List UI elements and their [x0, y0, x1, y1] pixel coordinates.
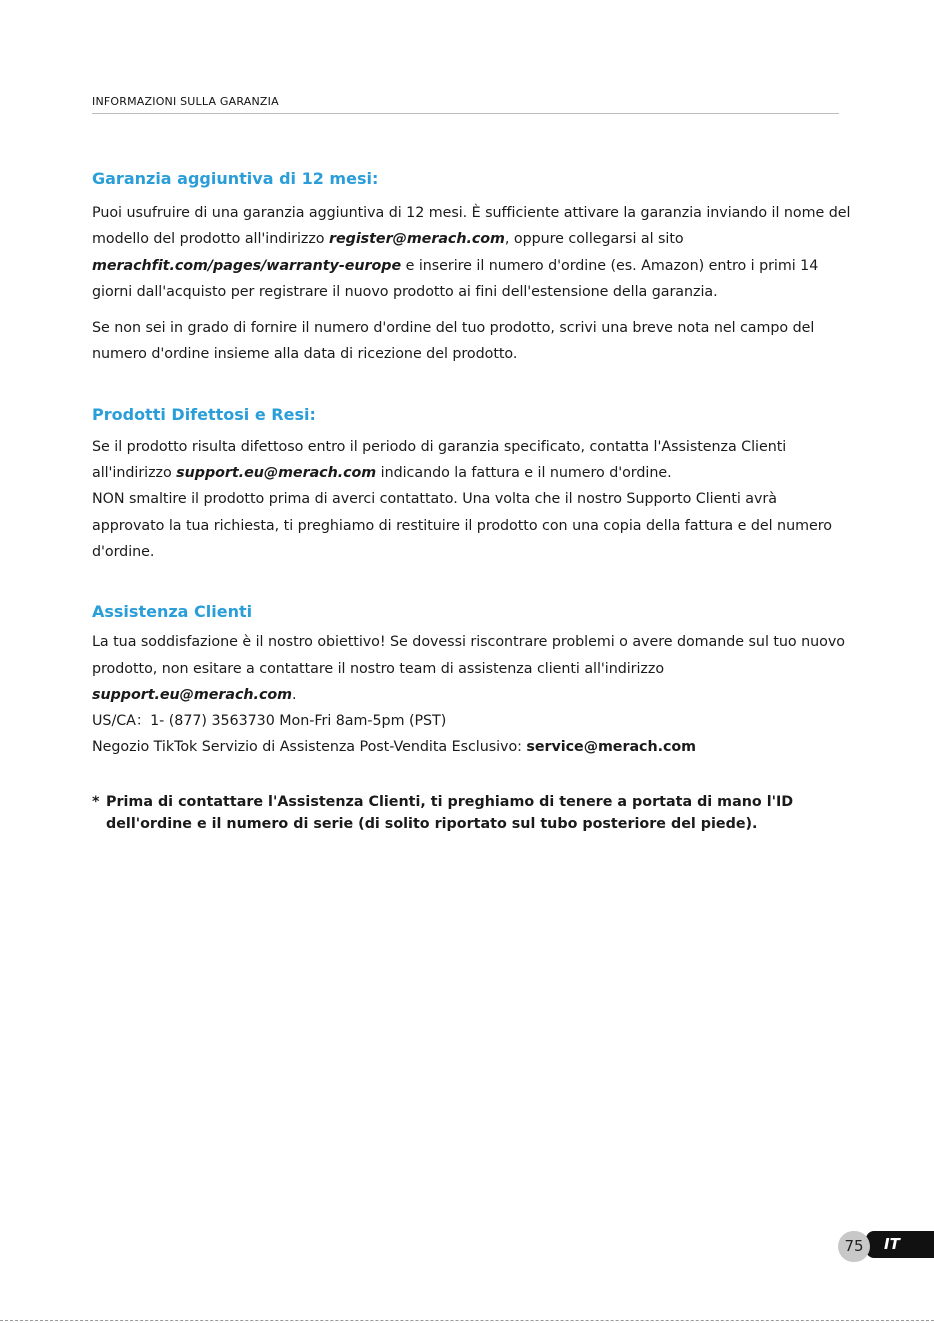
footnote [92, 791, 852, 835]
section-title-customer-service: Assistenza Clienti [92, 602, 253, 622]
phone-line: US/CA：1- (877) 3563730 Mon-Fri 8am-5pm (PST) [92, 713, 447, 730]
page-header-title: INFORMAZIONI SULLA GARANZIA [92, 95, 279, 108]
page-number: 75 [838, 1231, 870, 1262]
support-email-link[interactable]: support.eu@merach.com [92, 686, 292, 703]
text: Se il prodotto risulta difettoso entro il periodo di garanzia specificato, contatta l'Assistenza Clienti all'indirizzo [92, 438, 787, 482]
text: indicando la fattura e il numero d'ordine. [376, 465, 672, 482]
register-email-link[interactable]: register@merach.com [329, 231, 505, 248]
bottom-dashed-divider [0, 1320, 934, 1321]
language-label: IT [884, 1235, 900, 1253]
header-divider [92, 113, 839, 114]
defective-paragraph [92, 434, 852, 487]
main-content [92, 168, 852, 835]
returns-paragraph: NON smaltire il prodotto prima di averci contattato. Una volta che il nostro Supporto Clienti avrà approvato la tua richiesta, ti preghiamo di restituire il prodotto con una copia della fattura e del numero d'ordine. [92, 491, 832, 560]
support-email-link[interactable]: support.eu@merach.com [176, 465, 377, 482]
section-defective-returns [92, 404, 852, 565]
section-title-defective-returns: Prodotti Difettosi e Resi: [92, 404, 316, 424]
language-tab [866, 1231, 934, 1258]
section-extra-warranty [92, 168, 852, 368]
service-email-link[interactable]: service@merach.com [526, 739, 697, 756]
extra-warranty-paragraph [92, 200, 852, 305]
text: Negozio TikTok Servizio di Assistenza Post-Vendita Esclusivo: [92, 739, 527, 756]
section-customer-service [92, 601, 852, 760]
text: e inserire il numero d'ordine (es. Amazon) entro i primi 14 giorni dall'acquisto per registrare il nuovo prodotto ai fini dell'estensione della garanzia. [92, 257, 819, 300]
text: La tua soddisfazione è il nostro obiettivo! Se dovessi riscontrare problemi o avere domande sul tuo nuovo prodotto, non esitare a contattare il nostro team di assistenza clienti all'indirizzo [92, 634, 845, 677]
text: Puoi usufruire di una garanzia aggiuntiva di 12 mesi. È sufficiente attivare la garanzia inviando il nome del modello del prodotto all'indirizzo [92, 205, 851, 248]
order-number-note-paragraph: Se non sei in grado di fornire il numero d'ordine del tuo prodotto, scrivi una breve nota nel campo del numero d'ordine insieme alla data di ricezione del prodotto. [92, 320, 815, 363]
section-title-extra-warranty: Garanzia aggiuntiva di 12 mesi: [92, 169, 379, 188]
text: , oppure collegarsi al sito [504, 231, 684, 248]
warranty-site-link[interactable]: merachfit.com/pages/warranty-europe [92, 257, 402, 274]
text: . [292, 686, 297, 703]
footnote-text: Prima di contattare l'Assistenza Clienti, ti preghiamo di tenere a portata di mano l'ID dell'ordine e il numero di serie (di solito riportato sul tubo posteriore del piede). [106, 793, 794, 832]
tiktok-service-line [92, 734, 852, 760]
asterisk: * [92, 793, 100, 810]
customer-service-paragraph [92, 629, 852, 708]
